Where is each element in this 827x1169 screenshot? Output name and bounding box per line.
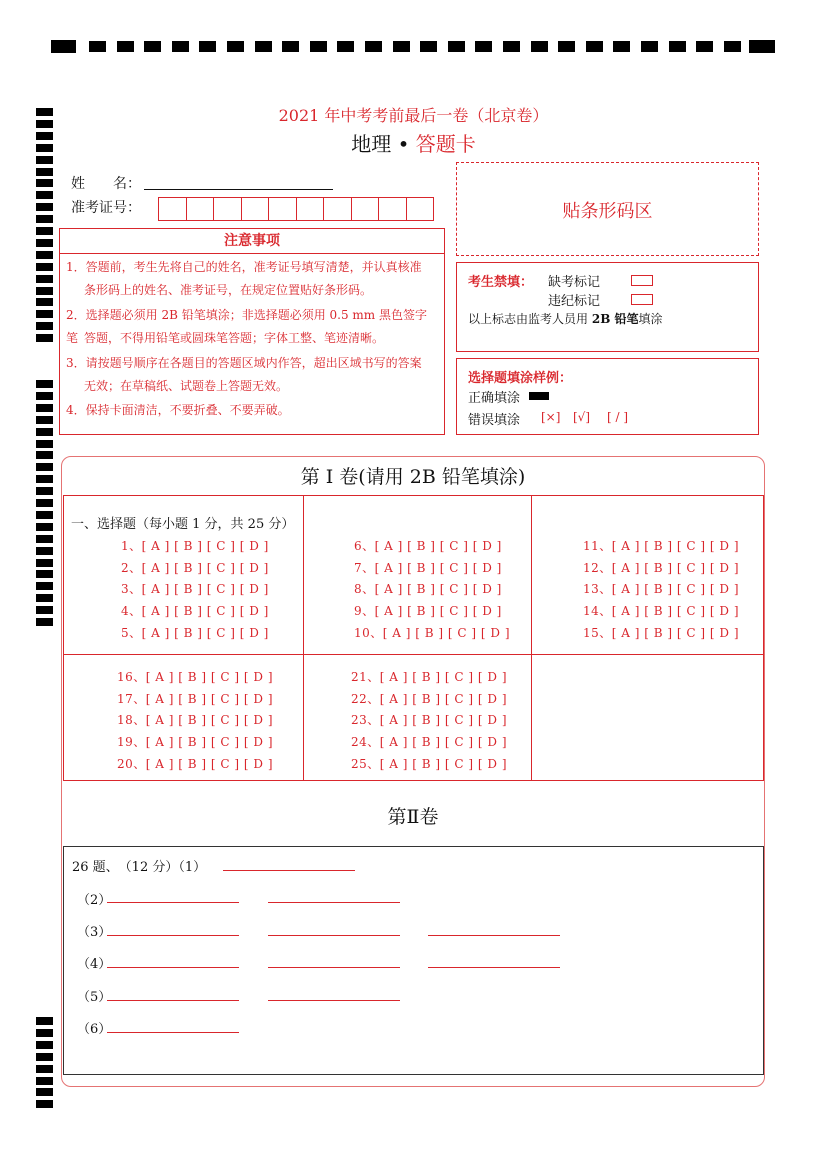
timing-mark-left <box>36 451 53 459</box>
question-separator: 、 <box>367 691 380 706</box>
question-separator: 、 <box>362 604 375 619</box>
timing-mark-top <box>448 41 465 52</box>
notice-line-3: 3．请按题号顺序在各题目的答题区域内作答，超出区域书写的答案 <box>66 356 422 370</box>
question-separator: 、 <box>133 756 146 771</box>
timing-mark-left <box>36 535 53 543</box>
absent-mark-box <box>631 275 653 286</box>
question-number: 15 <box>583 625 600 640</box>
timing-mark-left <box>36 440 53 448</box>
question-number: 7 <box>354 560 363 575</box>
timing-mark-top <box>172 41 189 52</box>
question-number: 13 <box>583 582 600 597</box>
timing-mark-left <box>36 570 53 578</box>
q26-6-answer-line-a[interactable] <box>107 1032 239 1033</box>
q26-6-label: （6） <box>77 1022 112 1037</box>
grid-divider-v1 <box>303 496 304 780</box>
question-separator: 、 <box>599 582 612 597</box>
forbid-note <box>468 310 663 327</box>
answer-options[interactable]: [ A ] [ B ] [ C ] [ D ] <box>141 539 269 553</box>
part2-answer-box <box>63 846 764 1075</box>
answer-options[interactable]: [ A ] [ B ] [ C ] [ D ] <box>379 670 507 684</box>
question-separator: 、 <box>599 560 612 575</box>
timing-mark-top <box>310 41 327 52</box>
answer-options[interactable]: [ A ] [ B ] [ C ] [ D ] <box>382 625 510 640</box>
choice-question-22[interactable] <box>351 690 507 707</box>
choice-question-7[interactable] <box>354 559 502 576</box>
question-number: 23 <box>351 713 368 728</box>
timing-mark-left <box>36 547 53 555</box>
correct-fill-mark <box>529 392 549 400</box>
exam-id-digit-box[interactable] <box>186 197 215 221</box>
q26-3-answer-line-b[interactable] <box>268 935 400 936</box>
exam-id-digit-box[interactable] <box>158 197 187 221</box>
question-number: 9 <box>354 604 363 619</box>
timing-mark-top <box>531 41 548 52</box>
timing-mark-left <box>36 275 53 283</box>
q26-2-answer-line-b[interactable] <box>268 902 400 903</box>
question-number: 11 <box>583 539 600 553</box>
sample-title: 选择题填涂样例： <box>468 371 573 386</box>
question-separator: 、 <box>367 713 380 728</box>
timing-mark-left <box>36 416 53 424</box>
timing-mark-left <box>36 487 53 495</box>
notice-title: 注意事项 <box>60 229 444 254</box>
question-separator: 、 <box>129 539 142 553</box>
answer-options[interactable]: [ A ] [ B ] [ C ] [ D ] <box>379 691 507 706</box>
timing-mark-left <box>36 310 53 318</box>
question-number: 19 <box>117 735 134 750</box>
forbid-note-prefix: 以上标志由监考人员用 <box>468 312 589 326</box>
answer-options[interactable]: [ A ] [ B ] [ C ] [ D ] <box>611 582 739 597</box>
answer-options[interactable]: [ A ] [ B ] [ C ] [ D ] <box>374 582 502 597</box>
question-number: 5 <box>121 625 130 640</box>
question-number: 12 <box>583 560 600 575</box>
choice-question-9[interactable] <box>354 602 502 619</box>
q26-5-answer-line-a[interactable] <box>107 1000 239 1001</box>
title-dot: • <box>397 132 410 156</box>
choice-question-25[interactable] <box>351 755 507 772</box>
question-number: 2 <box>121 560 130 575</box>
exam-title: 2021 年中考考前最后一卷（北京卷） <box>278 106 549 125</box>
timing-mark-left <box>36 594 53 602</box>
timing-mark-left <box>36 559 53 567</box>
answer-options[interactable]: [ A ] [ B ] [ C ] [ D ] <box>379 756 507 771</box>
q26-4-label: （4） <box>77 957 112 972</box>
choice-question-15[interactable] <box>583 624 739 641</box>
question-number: 4 <box>121 604 130 619</box>
question-number: 21 <box>351 670 368 684</box>
timing-mark-left <box>36 1017 53 1025</box>
timing-mark-left <box>36 392 53 400</box>
timing-mark-top-right <box>749 40 775 53</box>
question-separator: 、 <box>367 735 380 750</box>
fill-sample-box <box>456 358 759 435</box>
exam-id-digit-box[interactable] <box>241 197 270 221</box>
question-number: 1 <box>121 539 130 553</box>
timing-mark-left <box>36 251 53 259</box>
forbid-title: 考生禁填： <box>468 275 534 290</box>
choice-question-18[interactable] <box>117 711 273 728</box>
choice-question-8[interactable] <box>354 580 502 597</box>
answer-options[interactable]: [ A ] [ B ] [ C ] [ D ] <box>141 582 269 597</box>
answer-card-label: 答题卡 <box>415 132 476 156</box>
timing-mark-left <box>36 322 53 330</box>
barcode-label: 贴条形码区 <box>562 201 653 222</box>
question-separator: 、 <box>129 625 142 640</box>
violation-mark-box <box>631 294 653 305</box>
examinee-forbidden-box <box>456 262 759 352</box>
timing-mark-top <box>724 41 741 52</box>
timing-mark-left <box>36 606 53 614</box>
violation-label: 违纪标记 <box>548 294 601 309</box>
answer-options[interactable]: [ A ] [ B ] [ C ] [ D ] <box>145 691 273 706</box>
wrong-mark-3: [ / ] <box>607 410 629 424</box>
timing-mark-top <box>558 41 575 52</box>
answer-options[interactable]: [ A ] [ B ] [ C ] [ D ] <box>379 713 507 728</box>
exam-id-digit-box[interactable] <box>351 197 380 221</box>
question-separator: 、 <box>370 625 383 640</box>
timing-mark-top <box>337 41 354 52</box>
timing-mark-left <box>36 1088 53 1096</box>
choice-question-4[interactable] <box>121 602 269 619</box>
q26-label: 26 题、 （12 分）（1） <box>72 860 207 875</box>
timing-mark-left <box>36 1065 53 1073</box>
q26-5-label: （5） <box>77 990 112 1005</box>
question-number: 14 <box>583 604 600 619</box>
q26-5-answer-line-b[interactable] <box>268 1000 400 1001</box>
timing-mark-left <box>36 191 53 199</box>
choice-question-17[interactable] <box>117 690 273 707</box>
subject-label: 地理 <box>351 132 392 156</box>
timing-mark-top <box>475 41 492 52</box>
question-number: 25 <box>351 756 368 771</box>
timing-mark-left <box>36 618 53 626</box>
question-separator: 、 <box>362 582 375 597</box>
question-separator: 、 <box>133 670 146 684</box>
card-title <box>0 128 827 157</box>
timing-mark-top <box>255 41 272 52</box>
section2-title: 第Ⅱ卷 <box>387 806 439 828</box>
answer-options[interactable]: [ A ] [ B ] [ C ] [ D ] <box>611 560 739 575</box>
q26-2-answer-line-a[interactable] <box>107 902 239 903</box>
timing-mark-left <box>36 499 53 507</box>
question-separator: 、 <box>367 670 380 684</box>
question-number: 16 <box>117 670 134 684</box>
timing-mark-left <box>36 298 53 306</box>
timing-mark-top <box>586 41 603 52</box>
question-number: 8 <box>354 582 363 597</box>
notice-line-1: 1．答题前，考生先将自己的姓名，准考证号填写清楚，并认真核准 <box>66 260 422 274</box>
timing-mark-top <box>420 41 437 52</box>
question-separator: 、 <box>129 560 142 575</box>
timing-mark-top <box>227 41 244 52</box>
answer-options[interactable]: [ A ] [ B ] [ C ] [ D ] <box>374 560 502 575</box>
timing-mark-left <box>36 239 53 247</box>
timing-mark-left <box>36 203 53 211</box>
question-separator: 、 <box>133 691 146 706</box>
exam-id-digit-box[interactable] <box>378 197 407 221</box>
answer-options[interactable]: [ A ] [ B ] [ C ] [ D ] <box>141 604 269 619</box>
timing-mark-left <box>36 168 53 176</box>
timing-mark-left <box>36 1100 53 1108</box>
timing-mark-left <box>36 263 53 271</box>
timing-mark-top <box>503 41 520 52</box>
choice-question-21[interactable] <box>351 668 507 685</box>
timing-mark-top <box>641 41 658 52</box>
timing-mark-left <box>36 1077 53 1085</box>
answer-options[interactable]: [ A ] [ B ] [ C ] [ D ] <box>141 560 269 575</box>
choice-question-16[interactable] <box>117 668 273 685</box>
absent-label: 缺考标记 <box>548 275 601 290</box>
choice-question-23[interactable] <box>351 711 507 728</box>
choice-question-1[interactable] <box>121 537 269 554</box>
answer-options[interactable]: [ A ] [ B ] [ C ] [ D ] <box>611 604 739 619</box>
question-number: 20 <box>117 756 134 771</box>
choice-question-19[interactable] <box>117 733 273 750</box>
choice-question-10[interactable] <box>354 624 510 641</box>
timing-mark-left <box>36 380 53 388</box>
question-separator: 、 <box>367 756 380 771</box>
timing-mark-top <box>89 41 106 52</box>
answer-options[interactable]: [ A ] [ B ] [ C ] [ D ] <box>611 625 739 640</box>
timing-mark-top <box>117 41 134 52</box>
timing-mark-left <box>36 227 53 235</box>
timing-mark-left <box>36 1053 53 1061</box>
timing-mark-left <box>36 582 53 590</box>
exam-id-digit-box[interactable] <box>323 197 352 221</box>
timing-mark-left <box>36 287 53 295</box>
q26-2-label: （2） <box>77 893 112 908</box>
question-number: 24 <box>351 735 368 750</box>
exam-id-digit-box[interactable] <box>268 197 297 221</box>
choice-question-11[interactable] <box>583 537 739 554</box>
notice-line-1b: 条形码上的姓名、准考证号，在规定位置贴好条形码。 <box>84 283 373 297</box>
choice-question-14[interactable] <box>583 602 739 619</box>
question-separator: 、 <box>599 625 612 640</box>
timing-mark-top <box>696 41 713 52</box>
q26-4-answer-line-a[interactable] <box>107 967 239 968</box>
barcode-area <box>456 162 759 256</box>
timing-mark-top <box>282 41 299 52</box>
timing-mark-top <box>669 41 686 52</box>
name-label: 姓 名： <box>71 176 141 192</box>
question-separator: 、 <box>362 560 375 575</box>
answer-options[interactable]: [ A ] [ B ] [ C ] [ D ] <box>145 670 273 684</box>
answer-options[interactable]: [ A ] [ B ] [ C ] [ D ] <box>145 735 273 750</box>
timing-mark-left <box>36 428 53 436</box>
answer-options[interactable]: [ A ] [ B ] [ C ] [ D ] <box>611 539 739 553</box>
timing-mark-left <box>36 1041 53 1049</box>
question-separator: 、 <box>133 713 146 728</box>
question-separator: 、 <box>599 604 612 619</box>
question-number: 6 <box>354 539 363 553</box>
timing-mark-left <box>36 404 53 412</box>
question-separator: 、 <box>133 735 146 750</box>
timing-mark-top <box>613 41 630 52</box>
name-field[interactable] <box>144 173 333 190</box>
id-label: 准考证号： <box>71 200 141 216</box>
timing-mark-top <box>199 41 216 52</box>
choice-heading: 一、选择题（每小题 1 分，共 25 分） <box>71 517 295 532</box>
forbid-note-bold: 2B 铅笔 <box>591 312 639 326</box>
q26-4-answer-line-b[interactable] <box>268 967 400 968</box>
wrong-label: 错误填涂 <box>468 413 521 428</box>
q26-4-answer-line-c[interactable] <box>428 967 560 968</box>
answer-options[interactable]: [ A ] [ B ] [ C ] [ D ] <box>379 735 507 750</box>
section1-title: 第 I 卷(请用 2B 铅笔填涂) <box>300 466 526 488</box>
notice-line-2b: 答题，不得用铅笔或圆珠笔答题；字体工整、笔迹清晰。 <box>84 331 385 345</box>
question-number: 3 <box>121 582 130 597</box>
q26-1-answer-line[interactable] <box>223 870 355 871</box>
choice-question-24[interactable] <box>351 733 507 750</box>
choice-question-20[interactable] <box>117 755 273 772</box>
answer-options[interactable]: [ A ] [ B ] [ C ] [ D ] <box>374 604 502 619</box>
answer-options[interactable]: [ A ] [ B ] [ C ] [ D ] <box>141 625 269 640</box>
q26-3-label: （3） <box>77 925 112 940</box>
q26-3-answer-line-a[interactable] <box>107 935 239 936</box>
answer-options[interactable]: [ A ] [ B ] [ C ] [ D ] <box>374 539 502 553</box>
exam-id-digit-box[interactable] <box>213 197 242 221</box>
notice-box <box>59 228 445 435</box>
question-separator: 、 <box>362 539 375 553</box>
timing-mark-top <box>144 41 161 52</box>
question-number: 22 <box>351 691 368 706</box>
timing-mark-left <box>36 215 53 223</box>
question-separator: 、 <box>129 604 142 619</box>
question-separator: 、 <box>599 539 612 553</box>
forbid-note-suffix: 填涂 <box>638 312 663 326</box>
grid-divider-v2 <box>531 496 532 780</box>
notice-line-4: 4．保持卡面清洁，不要折叠、不要弄破。 <box>66 403 290 417</box>
timing-mark-top <box>365 41 382 52</box>
choice-question-6[interactable] <box>354 537 502 554</box>
q26-3-answer-line-c[interactable] <box>428 935 560 936</box>
timing-mark-left <box>36 179 53 187</box>
exam-id-digit-box[interactable] <box>296 197 325 221</box>
choice-question-13[interactable] <box>583 580 739 597</box>
timing-mark-left <box>36 475 53 483</box>
question-separator: 、 <box>129 582 142 597</box>
timing-mark-top-left <box>51 40 76 53</box>
wrong-mark-2: [√] <box>573 410 591 424</box>
choice-question-5[interactable] <box>121 624 269 641</box>
grid-divider-h <box>64 654 763 655</box>
timing-mark-left <box>36 511 53 519</box>
notice-line-2: 2．选择题必须用 2B 铅笔填涂；非选择题必须用 0.5 mm 黑色签字笔 <box>66 308 428 345</box>
wrong-mark-1: [×] <box>541 410 561 424</box>
timing-mark-left <box>36 1029 53 1037</box>
choice-question-12[interactable] <box>583 559 739 576</box>
notice-line-3b: 无效；在草稿纸、试题卷上答题无效。 <box>84 379 289 393</box>
answer-options[interactable]: [ A ] [ B ] [ C ] [ D ] <box>145 713 273 728</box>
exam-id-digit-box[interactable] <box>406 197 435 221</box>
timing-mark-left <box>36 334 53 342</box>
timing-mark-left <box>36 463 53 471</box>
question-number: 17 <box>117 691 134 706</box>
choice-question-3[interactable] <box>121 580 269 597</box>
choice-question-2[interactable] <box>121 559 269 576</box>
correct-label: 正确填涂 <box>468 391 521 406</box>
timing-mark-top <box>393 41 410 52</box>
question-number: 18 <box>117 713 134 728</box>
timing-mark-left <box>36 523 53 531</box>
answer-options[interactable]: [ A ] [ B ] [ C ] [ D ] <box>145 756 273 771</box>
question-number: 10 <box>354 625 371 640</box>
